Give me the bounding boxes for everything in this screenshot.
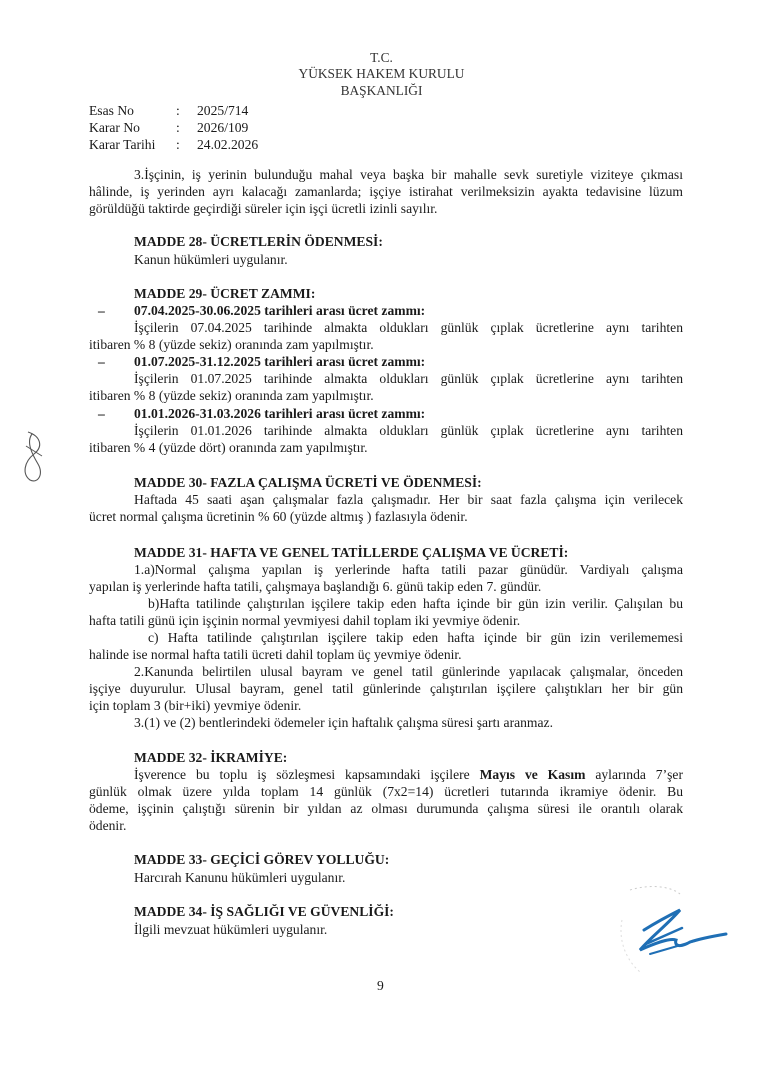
text-line: hafta tatili günü için işçinin normal yevmiyesi dahil toplam iki yevmiye ödenir.: [89, 613, 521, 628]
text-line: 3.İşçinin, iş yerinin bulunduğu mahal veya başka bir mahalle sevk suretiyle viziteye çıkması: [134, 167, 683, 182]
article-title: MADDE 30- FAZLA ÇALIŞMA ÜCRETİ VE ÖDENMESİ:: [134, 475, 482, 490]
article-title: MADDE 34- İŞ SAĞLIĞI VE GÜVENLİĞİ:: [134, 904, 394, 919]
dash-bullet: –: [98, 303, 105, 318]
text-line: 3.(1) ve (2) bentlerindeki ödemeler için haftalık çalışma süresi şartı aranmaz.: [134, 715, 553, 730]
signature: [610, 880, 740, 980]
text-line: ücret normal çalışma ücretinin % 60 (yüzde altmış ) fazlasıyla ödenir.: [89, 509, 468, 524]
text-line: İşçilerin 01.07.2025 tarihinde almakta oldukları günlük çıplak ücretlerine aynı tarihten: [134, 371, 683, 386]
text-line: günlük olmak üzere yılda toplam 14 günlük (7x2=14) ücretleri tutarında ikramiye ödenir. Bu: [89, 784, 683, 799]
meta-label: Karar Tarihi: [89, 137, 156, 152]
article-title: MADDE 31- HAFTA VE GENEL TATİLLERDE ÇALIŞMA VE ÜCRETİ:: [134, 545, 569, 560]
text-line: Harcırah Kanunu hükümleri uygulanır.: [134, 870, 346, 885]
meta-label: Karar No: [89, 120, 140, 135]
header-department: BAŞKANLIĞI: [340, 83, 423, 98]
text-line: için toplam 3 (bir+iki) yevmiye ödenir.: [89, 698, 302, 713]
meta-value: 24.02.2026: [197, 137, 259, 152]
meta-sep: :: [176, 120, 180, 135]
text-line: b)Hafta tatilinde çalıştırılan işçilere takip eden hafta içinde bir gün izin verilir. Çalışılan bu: [148, 596, 683, 611]
item-heading: 01.01.2026-31.03.2026 tarihleri arası ücret zammı:: [134, 406, 426, 421]
text-line: Haftada 45 saati aşan çalışmalar fazla çalışmadır. Her bir saat fazla çalışma için verilecek: [134, 492, 683, 507]
meta-value: 2026/109: [197, 120, 249, 135]
meta-sep: :: [176, 137, 180, 152]
text-line: ödenir.: [89, 818, 127, 833]
text-line: İşçilerin 01.01.2026 tarihinde almakta oldukları günlük çıplak ücretlerine aynı tarihten: [134, 423, 683, 438]
item-heading: 01.07.2025-31.12.2025 tarihleri arası ücret zammı:: [134, 354, 426, 369]
text-line: İlgili mevzuat hükümleri uygulanır.: [134, 922, 328, 937]
article-title: MADDE 28- ÜCRETLERİN ÖDENMESİ:: [134, 234, 383, 249]
text-line: hâlinde, iş yerinden ayrı kalacağı zamanlarda; işçiye istirahat verilmeksizin ayakta tedavisine lüzum: [89, 184, 683, 199]
text-line: görüldüğü taktirde geçirdiği süreler için işçi ücretli izinli sayılır.: [89, 201, 438, 216]
header-tc: T.C.: [370, 50, 393, 65]
text-line: ödeme, işçinin çalıştığı sürenin bir yıldan az olması durumunda çalışma süresi ile orantılı olarak: [89, 801, 683, 816]
text-line: itibaren % 8 (yüzde sekiz) oranında zam yapılmıştır.: [89, 337, 374, 352]
article-title: MADDE 32- İKRAMİYE:: [134, 750, 288, 765]
bold-months: Mayıs ve Kasım: [479, 767, 586, 782]
margin-initial-mark: [16, 428, 56, 488]
text-line: 2.Kanunda belirtilen ulusal bayram ve genel tatil günlerinde yapılacak çalışmalar, önceden: [134, 664, 683, 679]
article-title: MADDE 29- ÜCRET ZAMMI:: [134, 286, 316, 301]
article-title: MADDE 33- GEÇİCİ GÖREV YOLLUĞU:: [134, 852, 390, 867]
text-line: Kanun hükümleri uygulanır.: [134, 252, 288, 267]
text-line: halinde ise normal hafta tatili ücreti dahil toplam üç yevmiye ödenir.: [89, 647, 462, 662]
text-line: itibaren % 4 (yüzde dört) oranında zam yapılmıştır.: [89, 440, 368, 455]
text-line: c) Hafta tatilinde çalıştırılan işçilere takip eden hafta içinde bir gün izin verilememesi: [148, 630, 683, 645]
text-line: itibaren % 8 (yüzde sekiz) oranında zam yapılmıştır.: [89, 388, 374, 403]
text-line: işçiye duyurulur. Ulusal bayram, genel tatil günlerinde çalıştırılan işçilere çalıştıkları her bir gün: [89, 681, 683, 696]
text-line: 1.a)Normal çalışma yapılan iş yerlerinde hafta tatili pazar günüdür. Vardiyalı çalışma: [134, 562, 683, 577]
text-line: yapılan iş yerlerinde hafta tatili, çalışmaya başlandığı 6. günü takip eden 7. gündür.: [89, 579, 542, 594]
header-institution: YÜKSEK HAKEM KURULU: [298, 66, 465, 81]
meta-sep: :: [176, 103, 180, 118]
text-segment: aylarında 7’şer: [585, 767, 683, 782]
dash-bullet: –: [98, 354, 105, 369]
item-heading: 07.04.2025-30.06.2025 tarihleri arası ücret zammı:: [134, 303, 426, 318]
page-number: 9: [377, 978, 384, 993]
text-line: İşçilerin 07.04.2025 tarihinde almakta oldukları günlük çıplak ücretlerine aynı tarihten: [134, 320, 683, 335]
meta-value: 2025/714: [197, 103, 249, 118]
text-line: [134, 766, 683, 783]
text-segment: İşverence bu toplu iş sözleşmesi kapsamındaki işçilere: [134, 767, 480, 782]
dash-bullet: –: [98, 406, 105, 421]
meta-label: Esas No: [89, 103, 134, 118]
